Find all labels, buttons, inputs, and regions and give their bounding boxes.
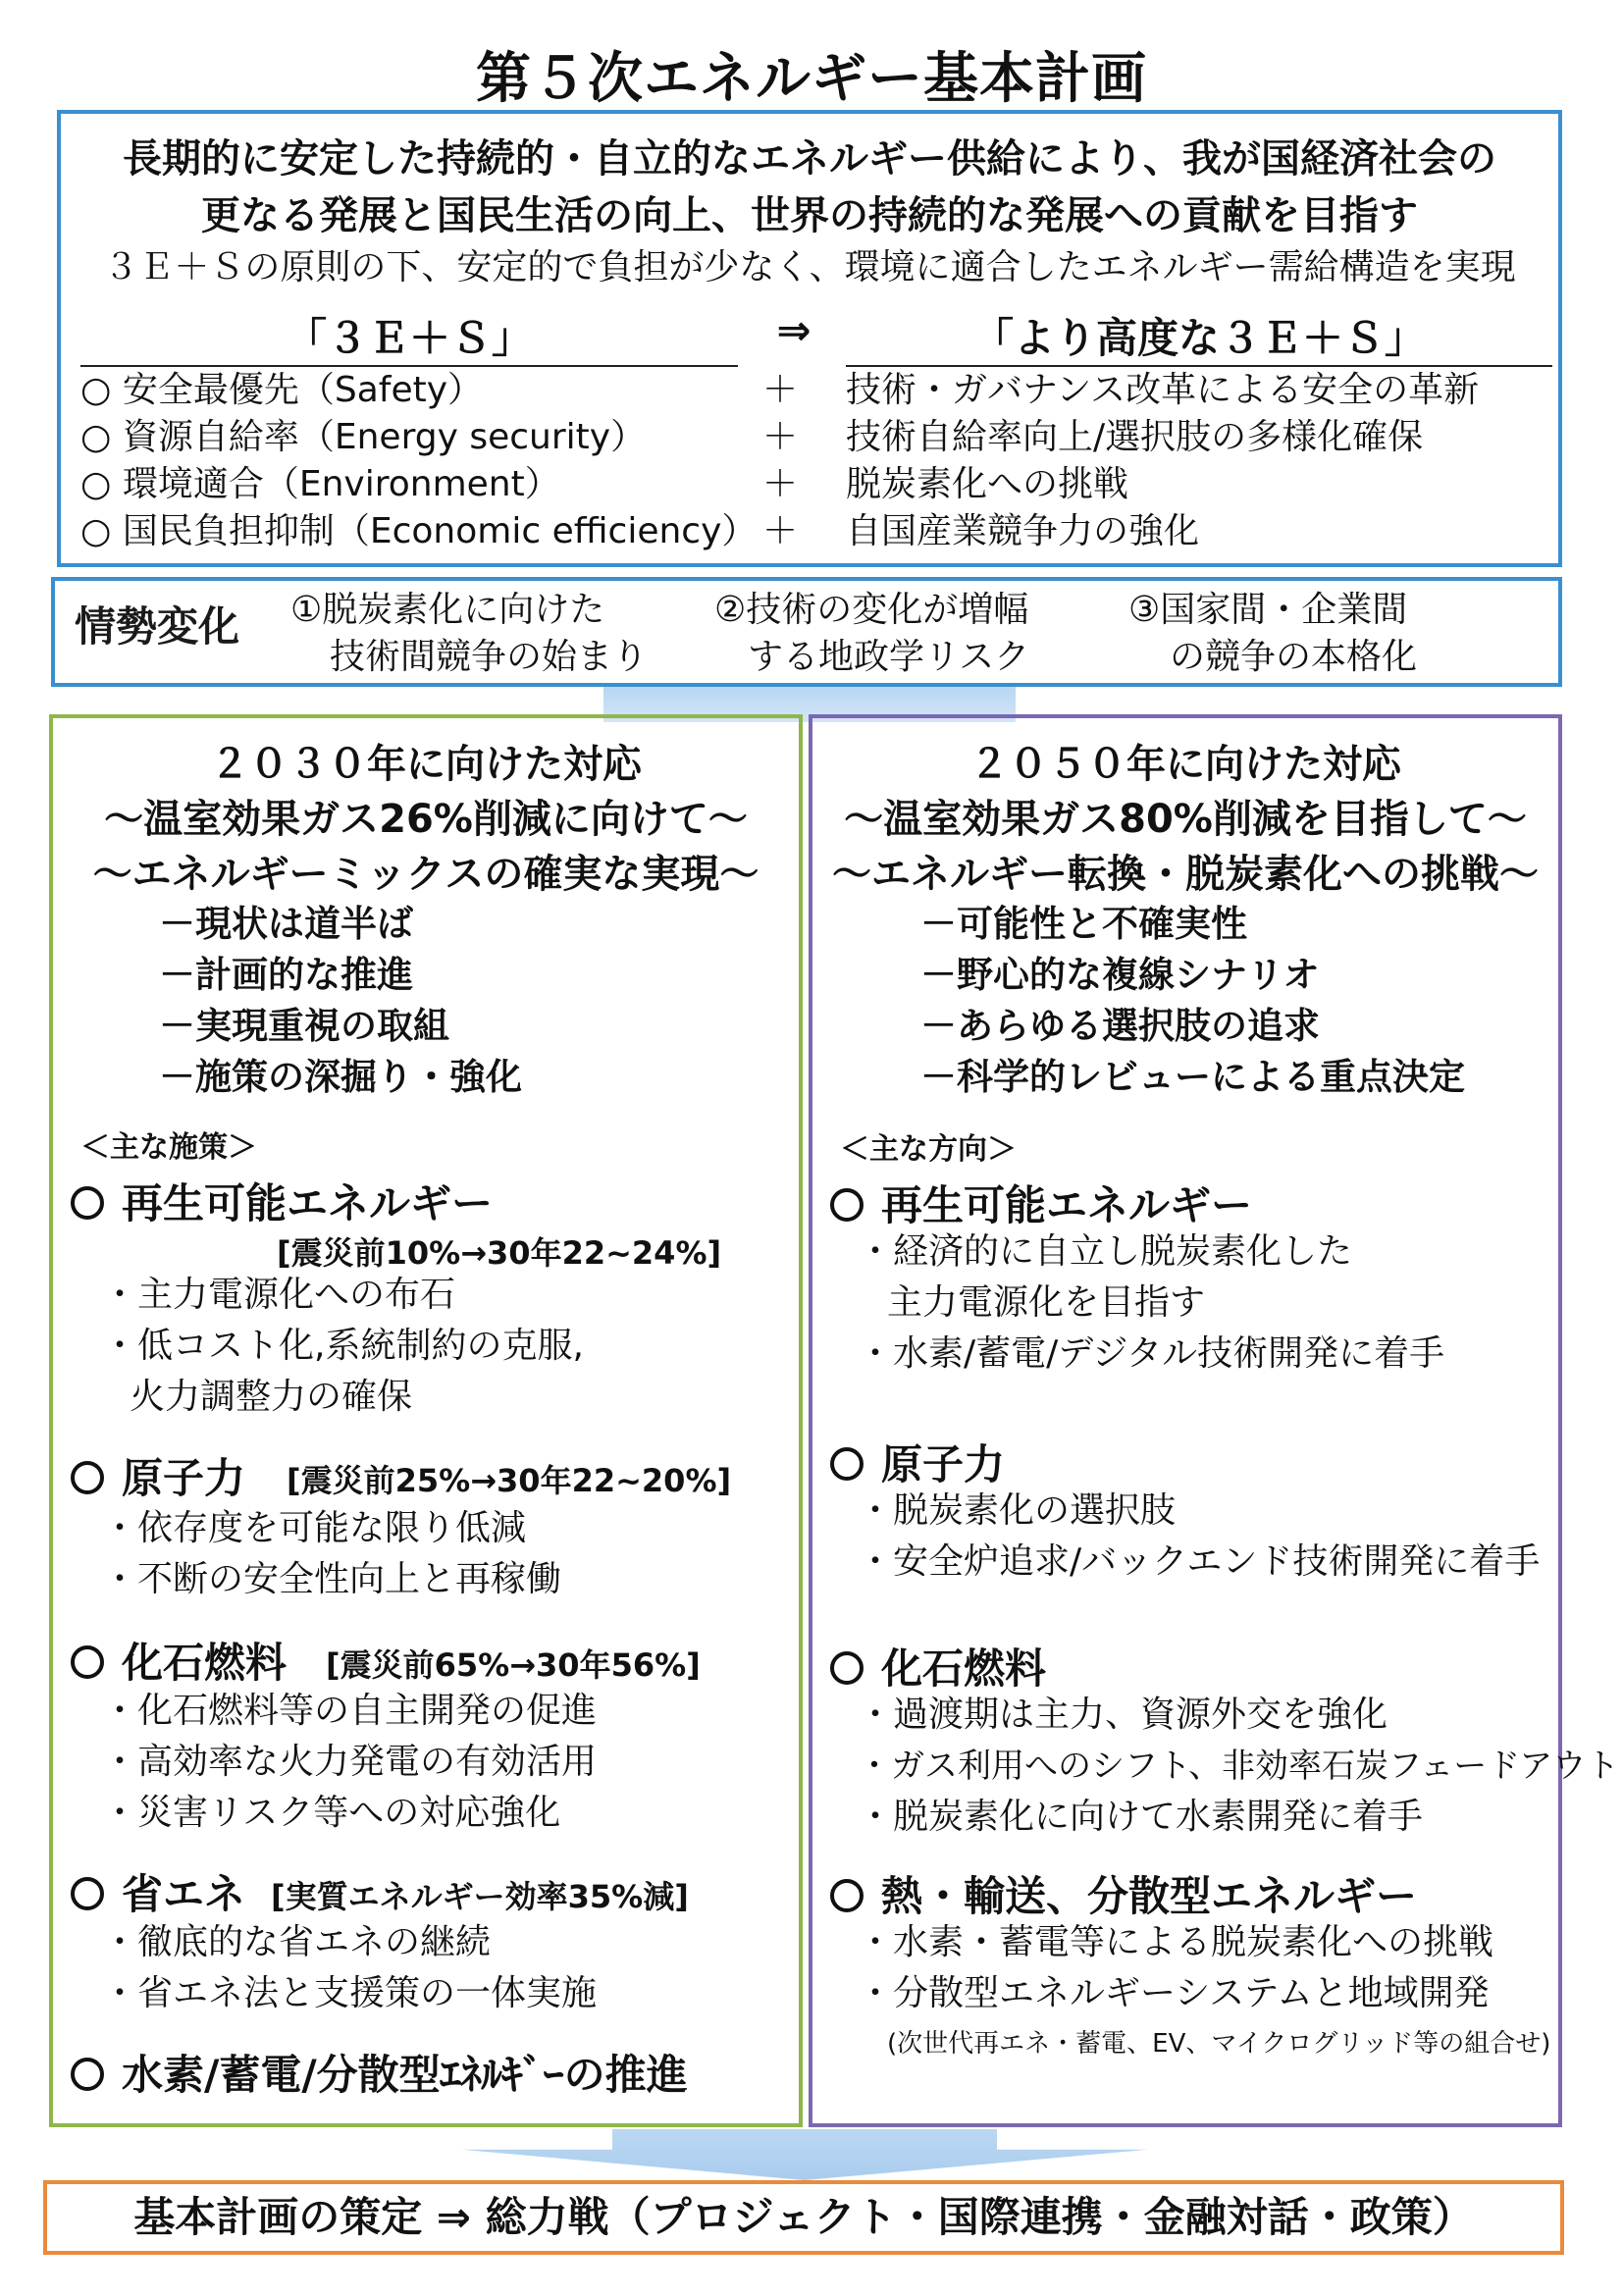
column-2050 [809, 714, 1620, 2127]
circle-bullet-icon [71, 1186, 104, 1220]
right-heading-1: ２０５０年に向けた対応 [969, 742, 1401, 787]
right-bullet-2: －野心的な複線シナリオ [920, 954, 1320, 996]
right-renew-item-2: 主力電源化を目指す [887, 1282, 1206, 1323]
left-fossil-pct: [震災前65%→30年56%] [326, 1646, 701, 1684]
right-renew-item-3: ・水素/蓄電/デジタル技術開発に着手 [858, 1333, 1445, 1374]
right-nuclear-item-1: ・脱炭素化の選択肢 [858, 1490, 1177, 1531]
left-fossil-item-1: ・化石燃料等の自主開発の促進 [102, 1691, 598, 1731]
right-bullet-4: －科学的レビューによる重点決定 [920, 1056, 1465, 1098]
principle-right-0: 技術・ガバナンス改革による安全の革新 [846, 370, 1480, 410]
circle-bullet-icon [830, 1447, 864, 1481]
principle-left-3: ○ 国民負担抑制（Economic efficiency） [80, 511, 758, 551]
principle-plus-2: ＋ [762, 464, 799, 504]
left-saving-item-1: ・徹底的な省エネの継続 [102, 1922, 492, 1962]
right-bullet-3: －あらゆる選択肢の追求 [920, 1005, 1320, 1047]
left-saving-title: 省エネ [122, 1870, 246, 1918]
left-renew-pct: [震災前10%→30年22~24%] [277, 1234, 722, 1272]
situation-item-2-line-1: ②技術の変化が増幅 [714, 590, 1029, 630]
situation-label: 情勢変化 [75, 602, 240, 651]
right-fossil-item-1: ・過渡期は主力、資源外交を強化 [858, 1695, 1388, 1735]
left-bullet-1: －現状は道半ば [159, 903, 413, 945]
right-nuclear-title: 原子力 [881, 1440, 1006, 1488]
principle-plus-0: ＋ [762, 370, 799, 410]
right-nuclear-title-wrap [830, 1433, 1005, 1491]
right-bullet-1: －可能性と不確実性 [920, 903, 1247, 945]
right-fossil-title-wrap [830, 1637, 1046, 1696]
left-renew-item-2: ・低コスト化,系統制約の克服, [102, 1326, 584, 1366]
left-renew-title-wrap [71, 1172, 493, 1230]
circle-bullet-icon [71, 1877, 104, 1910]
column-2030 [49, 714, 803, 2127]
left-fossil-title: 化石燃料 [122, 1639, 288, 1687]
circle-bullet-icon [830, 1879, 864, 1912]
left-heading-1: ２０３０年に向けた対応 [210, 742, 642, 787]
principle-left-0: ○ 安全最優先（Safety） [80, 370, 484, 410]
circle-bullet-icon [71, 1461, 104, 1494]
left-bullet-4: －施策の深掘り・強化 [159, 1056, 522, 1098]
left-heading-3: ～エネルギーミックスの確実な実現～ [92, 852, 759, 897]
goal-box [57, 110, 1562, 567]
situation-item-1-line-1: ①脱炭素化に向けた [290, 590, 605, 630]
left-saving-item-2: ・省エネ法と支援策の一体実施 [102, 1973, 598, 2013]
strategy-box: 基本計画の策定 ⇒ 総力戦（プロジェクト・国際連携・金融対話・政策） [43, 2180, 1564, 2255]
left-nuclear-title-wrap [71, 1446, 245, 1505]
left-nuclear-item-2: ・不断の安全性向上と再稼働 [102, 1559, 562, 1599]
right-heat-item-2: ・分散型エネルギーシステムと地域開発 [858, 1973, 1490, 2013]
right-fossil-item-3: ・脱炭素化に向けて水素開発に着手 [858, 1797, 1424, 1837]
right-nuclear-item-2: ・安全炉追求/バックエンド技術開発に着手 [858, 1541, 1541, 1582]
left-renew-item-3: 火力調整力の確保 [130, 1377, 413, 1417]
principles-left-header: 「３Ｅ＋Ｓ」 [80, 306, 738, 367]
principle-left-2: ○ 環境適合（Environment） [80, 464, 560, 504]
left-renew-item-1: ・主力電源化への布石 [102, 1275, 456, 1315]
principle-right-1: 技術自給率向上/選択肢の多様化確保 [846, 417, 1424, 457]
principles-right-header: 「より高度な３Ｅ＋Ｓ」 [846, 306, 1552, 367]
left-bullet-2: －計画的な推進 [159, 954, 413, 996]
right-heat-title-wrap [830, 1864, 1417, 1923]
left-renew-title: 再生可能エネルギー [122, 1179, 494, 1227]
flow-arrow-bottom [461, 2129, 1148, 2180]
left-hydrogen-title: 水素/蓄電/分散型ｴﾈﾙｷﾞｰの推進 [122, 2051, 688, 2099]
left-nuclear-pct: [震災前25%→30年22~20%] [287, 1462, 732, 1499]
situation-item-3-line-1: ③国家間・企業間 [1128, 590, 1408, 630]
left-fossil-item-3: ・災害リスク等への対応強化 [102, 1793, 561, 1833]
circle-bullet-icon [71, 2058, 104, 2091]
situation-item-3-line-2: の競争の本格化 [1170, 637, 1418, 677]
right-policy-label: ＜主な方向＞ [840, 1132, 1017, 1167]
right-heading-2: ～温室効果ガス80%削減を目指して～ [844, 797, 1527, 842]
circle-bullet-icon [830, 1188, 864, 1222]
left-hydrogen-title-wrap [71, 2043, 688, 2102]
situation-box [51, 577, 1562, 687]
circle-bullet-icon [71, 1645, 104, 1679]
goal-line-3: ３Ｅ＋Ｓの原則の下、安定的で負担が少なく、環境に適合したエネルギー需給構造を実現 [103, 247, 1516, 287]
principle-right-3: 自国産業競争力の強化 [846, 511, 1200, 551]
left-heading-2: ～温室効果ガス26%削減に向けて～ [104, 797, 748, 842]
principle-left-1: ○ 資源自給率（Energy security） [80, 417, 647, 457]
left-fossil-item-2: ・高効率な火力発電の有効活用 [102, 1742, 598, 1782]
left-nuclear-title: 原子力 [122, 1454, 246, 1502]
right-heat-item-1: ・水素・蓄電等による脱炭素化への挑戦 [858, 1922, 1494, 1962]
circle-bullet-icon [830, 1651, 864, 1685]
principle-plus-3: ＋ [762, 511, 799, 551]
situation-item-1-line-2: 技術間競争の始まり [330, 637, 649, 677]
goal-line-1: 長期的に安定した持続的・自立的なエネルギー供給により、我が国経済社会の [123, 136, 1496, 182]
principle-right-2: 脱炭素化への挑戦 [846, 464, 1129, 504]
principles-arrow: ⇒ [776, 306, 812, 354]
left-policy-label: ＜主な施策＞ [80, 1130, 257, 1165]
right-fossil-title: 化石燃料 [881, 1644, 1047, 1693]
left-fossil-title-wrap [71, 1631, 287, 1690]
left-bullet-3: －実現重視の取組 [159, 1005, 449, 1047]
right-renew-item-1: ・経済的に自立し脱炭素化した [858, 1231, 1353, 1272]
goal-line-2: 更なる発展と国民生活の向上、世界の持続的な発展への貢献を目指す [201, 193, 1418, 238]
left-saving-title-wrap [71, 1862, 245, 1921]
right-renew-title-wrap [830, 1174, 1252, 1232]
right-fossil-item-2: ・ガス利用へのシフト、非効率石炭フェードアウト [858, 1747, 1620, 1786]
situation-item-2-line-2: する地政学リスク [748, 637, 1030, 677]
right-heat-note: (次世代再エネ・蓄電、EV、マイクログリッド等の組合せ) [887, 2029, 1551, 2059]
right-heading-3: ～エネルギー転換・脱炭素化への挑戦～ [832, 852, 1539, 897]
page-title: 第５次エネルギー基本計画 [476, 47, 1147, 111]
right-heat-title: 熱・輸送、分散型エネルギー [881, 1872, 1418, 1920]
right-renew-title: 再生可能エネルギー [881, 1181, 1253, 1229]
left-nuclear-item-1: ・依存度を可能な限り低減 [102, 1508, 527, 1548]
left-saving-pct: [実質エネルギー効率35%減] [271, 1878, 689, 1915]
principle-plus-1: ＋ [762, 417, 799, 457]
